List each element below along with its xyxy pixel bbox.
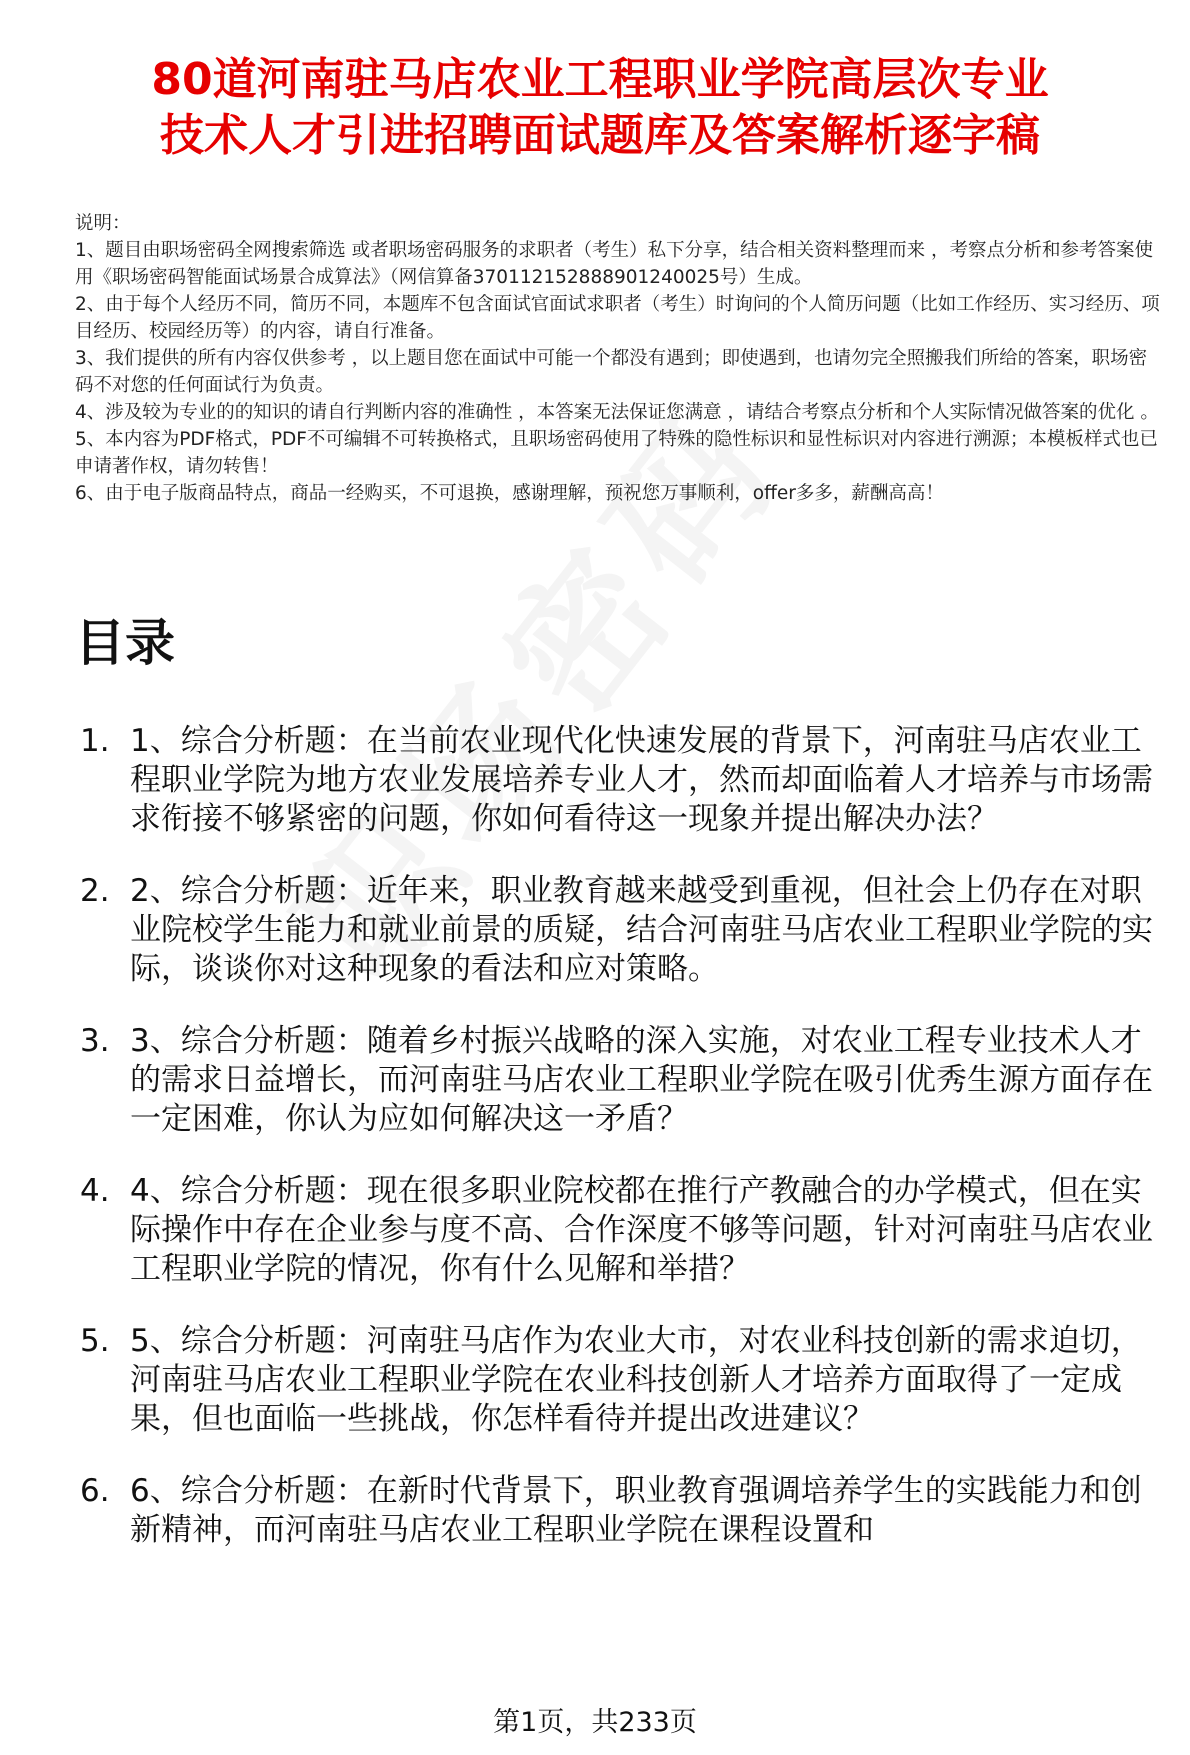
note-item: 2、由于每个人经历不同，简历不同，本题库不包含面试官面试求职者（考生）时询问的个人简历问题（比如工作经历、实习经历、项目经历、校园经历等）的内容，请自行准备。 [75, 294, 1160, 342]
toc-item[interactable] [75, 1322, 1170, 1439]
toc-item-number: 1. [80, 723, 110, 759]
note-item: 5、本内容为PDF格式，PDF不可编辑不可转换格式，且职场密码使用了特殊的隐性标识和显性标识对内容进行溯源；本模板样式也已申请著作权，请勿转售！ [75, 429, 1158, 477]
note-item: 6、由于电子版商品特点，商品一经购买，不可退换，感谢理解，预祝您万事顺利，offer多多，薪酬高高！ [75, 483, 944, 504]
page-footer: 第1页，共233页 [493, 1707, 697, 1738]
toc-item-text[interactable]: 2、综合分析题：近年来，职业教育越来越受到重视，但社会上仍存在对职业院校学生能力和就业前景的质疑，结合河南驻马店农业工程职业学院的实际，谈谈你对这种现象的看法和应对策略。 [130, 873, 1153, 987]
toc-item-number: 6. [80, 1473, 110, 1509]
toc-item[interactable] [75, 1172, 1170, 1289]
toc-item[interactable] [75, 1472, 1170, 1550]
title-line-2: 技术人才引进招聘面试题库及答案解析逐字稿 [160, 110, 1040, 161]
toc-item-number: 2. [80, 873, 110, 909]
toc-heading: 目录 [75, 614, 175, 672]
toc-item-text[interactable]: 4、综合分析题：现在很多职业院校都在推行产教融合的办学模式，但在实际操作中存在企业参与度不高、合作深度不够等问题，针对河南驻马店农业工程职业学院的情况，你有什么见解和举措？ [130, 1173, 1153, 1287]
toc-item[interactable] [75, 1022, 1170, 1139]
toc-item-number: 5. [80, 1323, 110, 1359]
toc-item-text[interactable]: 3、综合分析题：随着乡村振兴战略的深入实施，对农业工程专业技术人才的需求日益增长，而河南驻马店农业工程职业学院在吸引优秀生源方面存在一定困难，你认为应如何解决这一矛盾？ [130, 1023, 1153, 1137]
toc-item-text[interactable]: 5、综合分析题：河南驻马店作为农业大市，对农业科技创新的需求迫切，河南驻马店农业工程职业学院在农业科技创新人才培养方面取得了一定成果，但也面临一些挑战，你怎样看待并提出改进建议？ [130, 1323, 1142, 1437]
toc-item[interactable] [75, 722, 1170, 839]
title-line-1: 80道河南驻马店农业工程职业学院高层次专业 [151, 54, 1049, 105]
note-item: 4、涉及较为专业的的知识的请自行判断内容的准确性 ，本答案无法保证您满意 ，请结合考察点分析和个人实际情况做答案的优化 。 [75, 402, 1159, 423]
note-item: 1、题目由职场密码全网搜索筛选 或者职场密码服务的求职者（考生）私下分享，结合相关资料整理而来 ，考察点分析和参考答案使用《职场密码智能面试场景合成算法》（网信算备370112152888901240025号）生成。 [75, 240, 1154, 288]
toc-item-number: 3. [80, 1023, 110, 1059]
toc-item-text[interactable]: 1、综合分析题：在当前农业现代化快速发展的背景下，河南驻马店农业工程职业学院为地方农业发展培养专业人才，然而却面临着人才培养与市场需求衔接不够紧密的问题，你如何看待这一现象并提出解决办法？ [130, 723, 1153, 837]
notes-heading: 说明： [75, 213, 131, 234]
toc-item[interactable] [75, 872, 1170, 989]
note-item: 3、我们提供的所有内容仅供参考 ，以上题目您在面试中可能一个都没有遇到；即使遇到，也请勿完全照搬我们所给的答案，职场密码不对您的任何面试行为负责。 [75, 348, 1148, 396]
document-title [70, 52, 1130, 164]
notes-section [75, 210, 1165, 507]
toc-item-text[interactable]: 6、综合分析题：在新时代背景下，职业教育强调培养学生的实践能力和创新精神，而河南驻马店农业工程职业学院在课程设置和 [130, 1473, 1142, 1548]
table-of-contents [75, 722, 1170, 1583]
toc-item-number: 4. [80, 1173, 110, 1209]
